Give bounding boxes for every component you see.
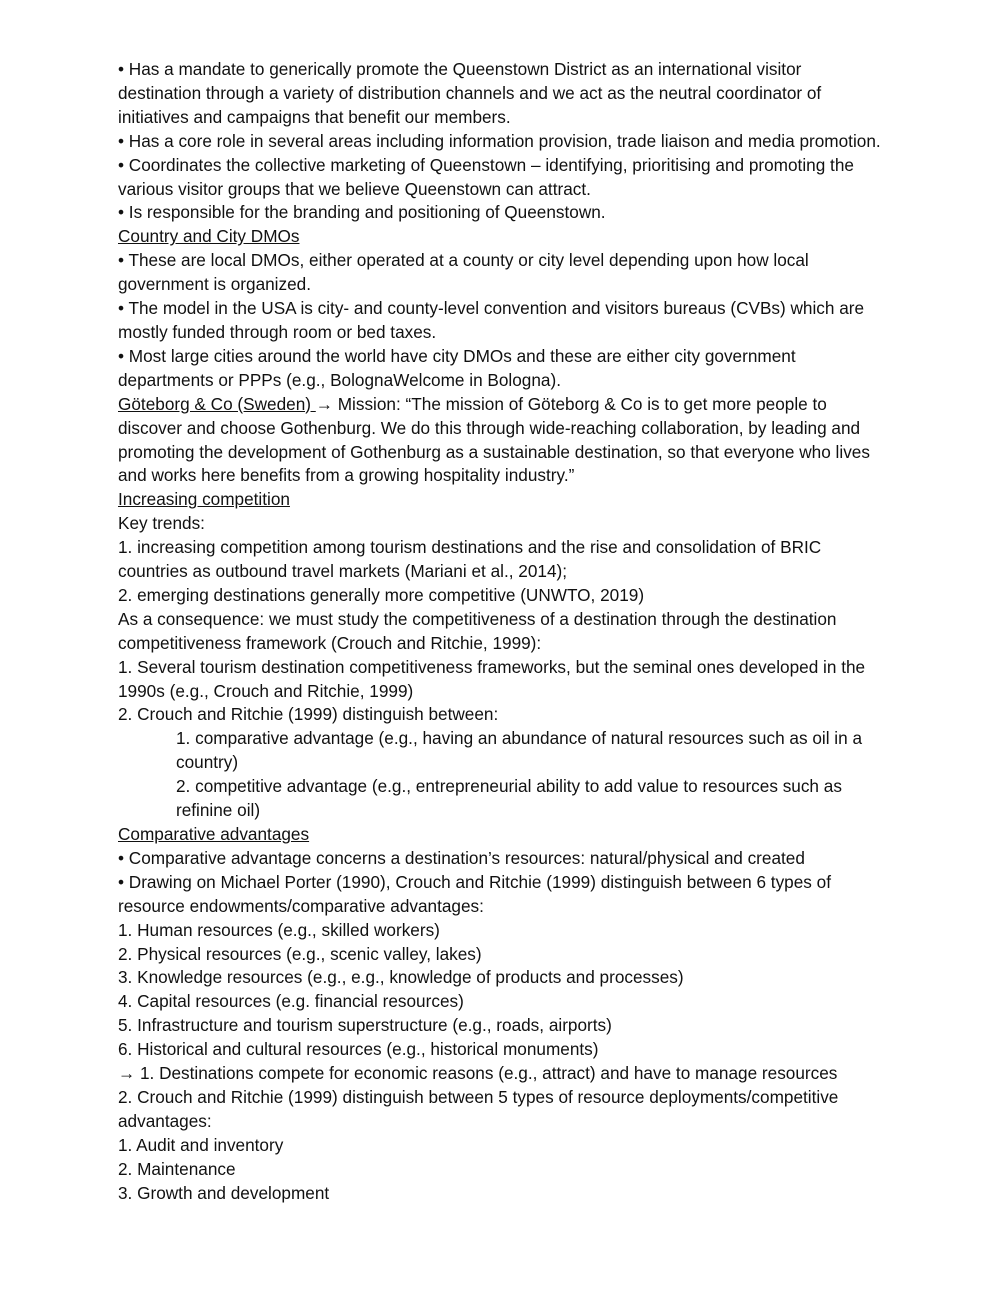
paragraph: → 1. Destinations compete for economic reasons (e.g., attract) and have to manage resources (118, 1063, 838, 1084)
list-item: 3. Knowledge resources (e.g., e.g., knowledge of products and processes) (118, 967, 684, 988)
list-item: 4. Capital resources (e.g. financial resources) (118, 991, 464, 1012)
paragraph: Key trends: (118, 513, 205, 534)
paragraph-text: → Mission: “The mission of Göteborg & Co is to get more people to discover and choose Gothenburg. We do this through wide-reaching collaboration, by leading and promoting the development of Gothenburg as a sustainable destination, so that everyone who lives and works here benefits from a growing hospitality industry.” (118, 393, 870, 486)
paragraph: As a consequence: we must study the competitiveness of a destination through the destination competitiveness framework (Crouch and Ritchie, 1999): (118, 608, 837, 653)
paragraph: • These are local DMOs, either operated at a county or city level depending upon how local government is organized. (118, 250, 809, 295)
inline-heading: Göteborg & Co (Sweden) (118, 393, 316, 414)
paragraph (118, 393, 888, 489)
paragraph: 2. emerging destinations generally more competitive (UNWTO, 2019) (118, 584, 645, 605)
list-item: 1. Audit and inventory (118, 1134, 284, 1155)
paragraph: • Has a core role in several areas including information provision, trade liaison and media promotion. (118, 130, 881, 151)
paragraph: 1. Several tourism destination competitiveness frameworks, but the seminal ones developed in the 1990s (e.g., Crouch and Ritchie, 1999) (118, 656, 866, 701)
section-heading: Comparative advantages (118, 824, 310, 844)
document-body (118, 58, 888, 1206)
section-heading: Country and City DMOs (118, 226, 300, 247)
paragraph: • The model in the USA is city- and county-level convention and visitors bureaus (CVBs) which are mostly funded through room or bed taxes. (118, 298, 865, 342)
paragraph: 2. Crouch and Ritchie (1999) distinguish between 5 types of resource deployments/competitive advantages: (118, 1086, 839, 1131)
paragraph: 1. increasing competition among tourism destinations and the rise and consolidation of BRIC countries as outbound travel markets (Mariani et al., 2014); (118, 537, 822, 582)
paragraph: • Most large cities around the world have city DMOs and these are either city government departments or PPPs (e.g., BolognaWelcome in Bologna). (118, 345, 796, 390)
paragraph: • Is responsible for the branding and positioning of Queenstown. (118, 202, 606, 223)
paragraph: • Drawing on Michael Porter (1990), Crouch and Ritchie (1999) distinguish between 6 types of resource endowments/comparative advantages: (118, 871, 831, 916)
paragraph: • Has a mandate to generically promote the Queenstown District as an international visitor destination through a variety of distribution channels and we act as the neutral coordinator of initiatives and campaigns that benefit our members. (118, 59, 822, 127)
section-heading: Increasing competition (118, 489, 290, 510)
indented-list-item: 2. competitive advantage (e.g., entrepreneurial ability to add value to resources such as refinine oil) (176, 776, 842, 821)
list-item: 2. Maintenance (118, 1158, 236, 1179)
paragraph: 2. Crouch and Ritchie (1999) distinguish between: (118, 704, 499, 725)
list-item: 6. Historical and cultural resources (e.g., historical monuments) (118, 1039, 599, 1060)
list-item: 2. Physical resources (e.g., scenic valley, lakes) (118, 943, 482, 964)
list-item: 5. Infrastructure and tourism superstructure (e.g., roads, airports) (118, 1015, 612, 1036)
paragraph: • Comparative advantage concerns a destination’s resources: natural/physical and created (118, 847, 805, 868)
list-item: 3. Growth and development (118, 1182, 330, 1203)
indented-list-item: 1. comparative advantage (e.g., having an abundance of natural resources such as oil in a country) (176, 728, 863, 773)
paragraph: • Coordinates the collective marketing of Queenstown – identifying, prioritising and promoting the various visitor groups that we believe Queenstown can attract. (118, 154, 854, 199)
list-item: 1. Human resources (e.g., skilled workers) (118, 919, 440, 940)
